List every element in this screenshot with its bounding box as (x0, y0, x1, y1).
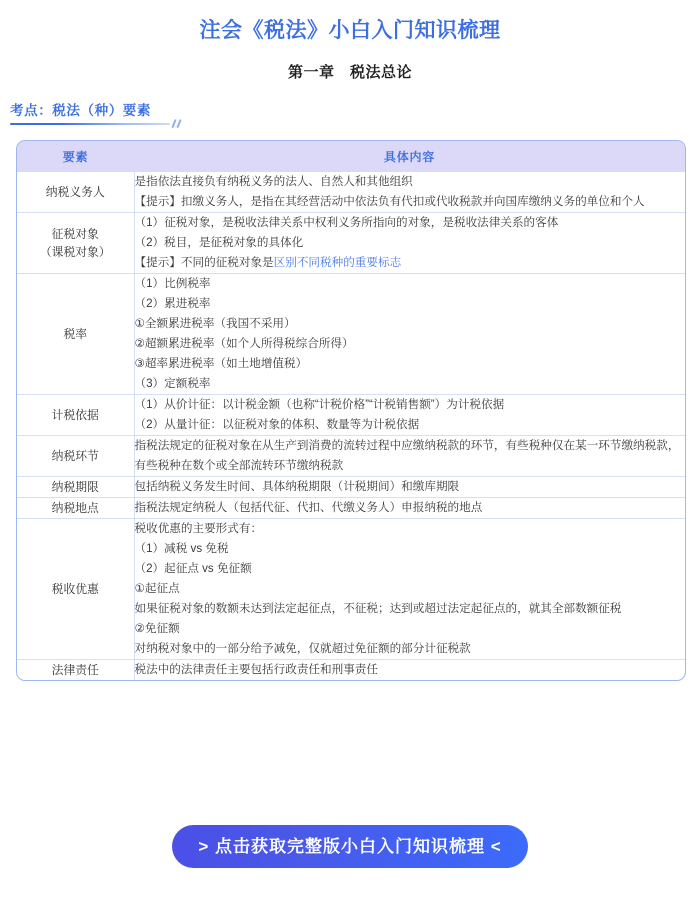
table-cell-element (17, 395, 134, 436)
detail-line: ①全额累进税率（我国不采用） (134, 317, 296, 331)
detail-line: 税法中的法律责任主要包括行政责任和刑事责任 (134, 663, 378, 677)
detail-line: （1）从价计征：以计税金额（也称“计税价格”“计税销售额”）为计税依据 (134, 398, 505, 412)
table-row (17, 498, 685, 519)
element-line: 法律责任 (51, 663, 99, 678)
table-row (17, 274, 685, 395)
detail-line: ③超率累进税率（如土地增值税） (134, 357, 308, 371)
element-line: （课税对象） (39, 245, 111, 260)
cta-section (0, 825, 700, 868)
table-body (17, 172, 685, 680)
kaodian-section (0, 102, 700, 136)
kaodian-underline (10, 123, 170, 125)
element-line: 计税依据 (51, 408, 99, 423)
page-title: 注会《税法》小白入门知识梳理 (199, 19, 501, 42)
detail-line: （3）定额税率 (134, 377, 211, 391)
table-row (17, 660, 685, 681)
detail-line: 如果征税对象的数额未达到法定起征点，不征税；达到或超过法定起征点的，就其全部数额征税 (134, 602, 622, 616)
detail-line: ①起征点 (134, 582, 180, 596)
table-row (17, 172, 685, 213)
table-row (17, 395, 685, 436)
table-row (17, 213, 685, 274)
column-header-detail: 具体内容 (134, 141, 685, 172)
table-cell-detail (134, 172, 685, 213)
table-cell-element (17, 213, 134, 274)
detail-line: （1）减税 vs 免税 (134, 542, 229, 556)
column-header-element: 要素 (17, 141, 134, 172)
element-line: 税收优惠 (51, 582, 99, 597)
element-line: 纳税环节 (51, 449, 99, 464)
table-row (17, 436, 685, 477)
get-full-version-button[interactable]: > 点击获取完整版小白入门知识梳理 < (172, 825, 527, 868)
kaodian-label: 考点：税法（种）要素 (10, 103, 151, 119)
table-cell-detail (134, 498, 685, 519)
detail-line: 【提示】不同的征税对象是区别不同税种的重要标志 (134, 256, 402, 270)
table-cell-element (17, 172, 134, 213)
detail-line: （2）从量计征：以征税对象的体积、数量等为计税依据 (134, 418, 420, 432)
table-header (17, 141, 685, 172)
element-line: 纳税地点 (51, 501, 99, 516)
table-cell-element (17, 660, 134, 681)
detail-line: （1）征税对象，是税收法律关系中权利义务所指向的对象，是税收法律关系的客体 (134, 216, 559, 230)
detail-line: 指税法规定纳税人（包括代征、代扣、代缴义务人）申报纳税的地点 (134, 501, 483, 515)
detail-line: 包括纳税义务发生时间、具体纳税期限（计税期间）和缴库期限 (134, 480, 460, 494)
detail-line: （1）比例税率 (134, 277, 211, 291)
element-line: 纳税期限 (51, 480, 99, 495)
detail-line: 指税法规定的征税对象在从生产到消费的流转过程中应缴纳税款的环节，有些税种仅在某一环节缴纳税款，有些税种在数个或全部流转环节缴纳税款 (134, 439, 680, 473)
detail-line: （2）累进税率 (134, 297, 211, 311)
table-header-row (17, 141, 685, 172)
detail-line: 【提示】扣缴义务人，是指在其经营活动中依法负有代扣或代收税款并向国库缴纳义务的单位和个人 (134, 195, 645, 209)
detail-line: 对纳税对象中的一部分给予减免，仅就超过免征额的部分计征税款 (134, 642, 471, 656)
table-cell-element (17, 436, 134, 477)
table-cell-detail (134, 213, 685, 274)
table-row (17, 519, 685, 660)
element-line: 征税对象 (51, 227, 99, 242)
detail-line: （2）税目，是征税对象的具体化 (134, 236, 304, 250)
detail-line: ②超额累进税率（如个人所得税综合所得） (134, 337, 354, 351)
kaodian-tick-marks-icon (171, 118, 187, 130)
detail-line: 是指依法直接负有纳税义务的法人、自然人和其他组织 (134, 175, 413, 189)
element-line: 税率 (63, 327, 88, 342)
knowledge-table-container (16, 140, 686, 681)
chapter-subtitle: 第一章 税法总论 (287, 64, 412, 82)
table-cell-detail (134, 395, 685, 436)
table-cell-detail (134, 660, 685, 681)
detail-line: ②免征额 (134, 622, 180, 636)
table-cell-detail (134, 519, 685, 660)
table-cell-element (17, 274, 134, 395)
table-row (17, 477, 685, 498)
table-cell-detail (134, 436, 685, 477)
element-line: 纳税义务人 (45, 185, 105, 200)
knowledge-table (17, 141, 685, 680)
highlighted-text: 区别不同税种的重要标志 (273, 256, 402, 270)
table-cell-element (17, 498, 134, 519)
table-cell-element (17, 477, 134, 498)
table-cell-detail (134, 477, 685, 498)
table-cell-element (17, 519, 134, 660)
table-cell-detail (134, 274, 685, 395)
detail-line: （2）起征点 vs 免征额 (134, 562, 252, 576)
detail-line: 税收优惠的主要形式有： (134, 522, 263, 536)
